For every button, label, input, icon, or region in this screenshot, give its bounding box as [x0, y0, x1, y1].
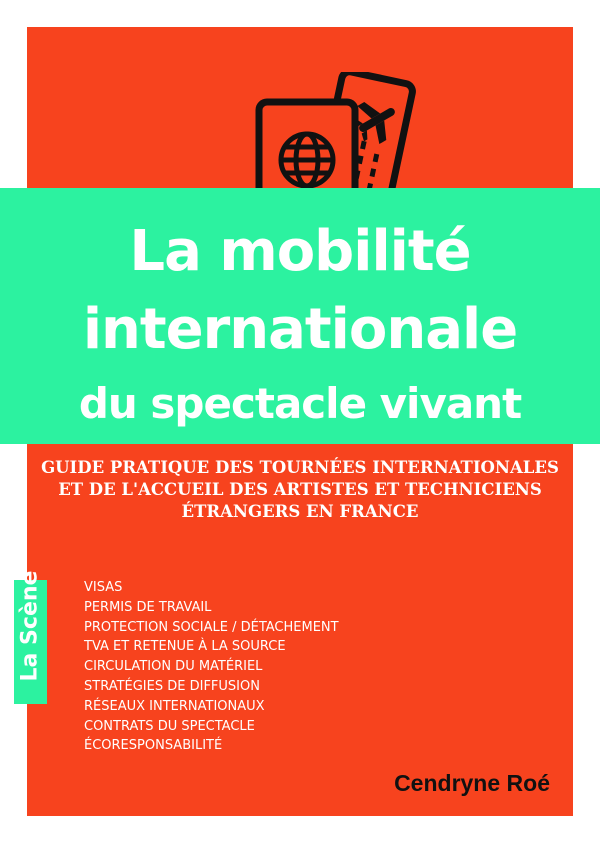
- subtitle-line-1: GUIDE PRATIQUE DES TOURNÉES INTERNATIONALES: [41, 458, 559, 477]
- topic-list: [84, 578, 339, 756]
- topic-item: PROTECTION SOCIALE / DÉTACHEMENT: [84, 619, 339, 635]
- title-line-3: du spectacle vivant: [78, 379, 522, 428]
- author-name: Cendryne Roé: [394, 770, 550, 796]
- topic-item: CONTRATS DU SPECTACLE: [84, 718, 255, 734]
- subtitle-line-3: ÉTRANGERS EN FRANCE: [181, 502, 419, 521]
- topic-item: RÉSEAUX INTERNATIONAUX: [84, 698, 265, 714]
- topic-item: PERMIS DE TRAVAIL: [84, 599, 212, 615]
- subtitle-line-2: ET DE L'ACCUEIL DES ARTISTES ET TECHNICIENS: [58, 480, 542, 499]
- publisher-name: La Scène: [17, 570, 43, 682]
- topic-item: VISAS: [84, 580, 123, 595]
- title-line-2: internationale: [82, 297, 518, 362]
- subtitle: [27, 457, 573, 523]
- publisher-logo: [14, 570, 47, 704]
- topic-item: ÉCORESPONSABILITÉ: [84, 738, 223, 754]
- topic-item: CIRCULATION DU MATÉRIEL: [84, 659, 263, 675]
- topic-item: TVA ET RETENUE À LA SOURCE: [84, 639, 286, 655]
- topic-item: STRATÉGIES DE DIFFUSION: [84, 678, 260, 694]
- title-line-1: La mobilité: [129, 219, 471, 284]
